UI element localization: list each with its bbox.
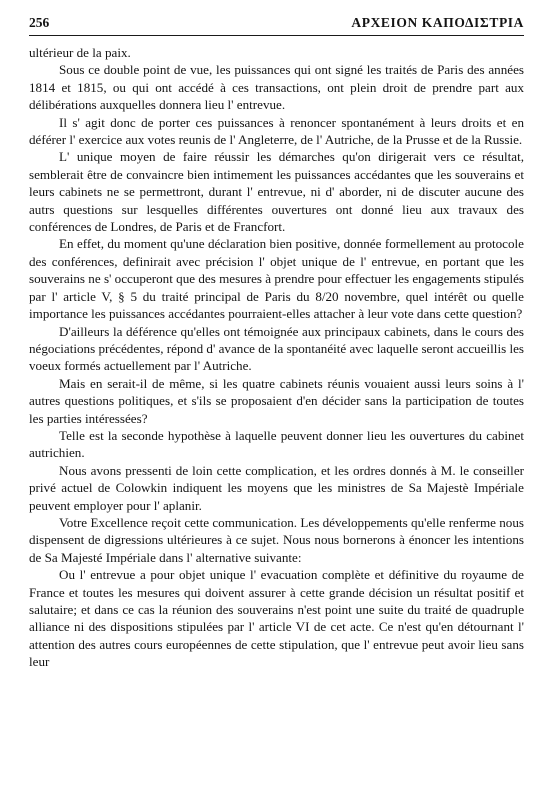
paragraph: Ou l' entrevue a pour objet unique l' evacuation complète et définitive du royaume de France et toutes les mesures qui doivent assurer à cette grande décision un résultat positif et salutaire; et dans ce cas la réunion des souverains n'est point une suite du traité de quadruple alliance ni des dispositions stipulées par l' article VI de cet acte. Ce n'est qu'en détournant l' attention des autres cours européennes de cette stipulation, que l' entrevue peut avoir lieu sans leur bbox=[29, 567, 524, 670]
paragraph: En effet, du moment qu'une déclaration bien positive, donnée formellement au protocole des conférences, definirait avec précision l' objet unique de l' entrevue, en portant que les souverains ne s' occuperont que des mesures à prendre pour effectuer les engagements stipulés par l' article V, § 5 du traité principal de Paris du 8/20 novembre, quel intérêt ou quelle importance les puissances accédantes pourraient-elles attacher à leur vote dans cette question? bbox=[29, 236, 524, 322]
paragraph-continuation: ultérieur de la paix. bbox=[29, 45, 131, 60]
paragraph: L' unique moyen de faire réussir les démarches qu'on dirigerait vers ce résultat, semblerait être de convaincre bien intimement les puissances accédantes que les souverains et leurs cabinets ne se permettront, durant l' entrevue, ni d' aborder, ni de discuter aucune des autrs questions sur lesquelles différentes ouvertures ont donné lieu aux travaux des conférences de Londres, de Paris et de Francfort. bbox=[29, 149, 524, 235]
paragraph: Nous avons pressenti de loin cette complication, et les ordres donnés à M. le conseiller privé actuel de Colowkin indiquent les moyens que les ministres de Sa Majestè Impériale peuvent employer pour l' aplanir. bbox=[29, 462, 524, 513]
journal-title: ΑΡΧΕΙΟΝ ΚΑΠΟΔΙΣΤΡΙΑ bbox=[351, 15, 524, 30]
page-number: 256 bbox=[29, 15, 50, 30]
paragraph: Votre Excellence reçoit cette communication. Les développements qu'elle renferme nous dispensent de digressions ultérieures à ce sujet. Nous nous bornerons à énoncer les intentions de Sa Majesté Impériale dans l' alternative suivante: bbox=[29, 514, 524, 565]
paragraph: Mais en serait-il de même, si les quatre cabinets réunis vouaient aussi leurs soins à l' autres questions politiques, et s'ils se proposaient d'en décider sans la participation de toutes les parties intéressées? bbox=[29, 375, 524, 426]
body-text bbox=[29, 44, 524, 671]
paragraph: D'ailleurs la déférence qu'elles ont témoignée aux principaux cabinets, dans le cours des négociations précédentes, répond d' avance de la spontanéité avec laquelle seront accueillis les voeux formés actuellement par l' Autriche. bbox=[29, 323, 524, 374]
paragraph: Telle est la seconde hypothèse à laquelle peuvent donner lieu les ouvertures du cabinet autrichien. bbox=[29, 427, 524, 461]
paragraph: Il s' agit donc de porter ces puissances à renoncer spontanément à leurs droits et en déférer l' exercice aux votes reunis de l' Angleterre, de l' Autriche, de la Prusse et de la Russie. bbox=[29, 114, 524, 148]
paragraph: Sous ce double point de vue, les puissances qui ont signé les traités de Paris des années 1814 et 1815, ou qui ont accédé à ces transactions, ont plein droit de prendre part aux délibérations auxquelles donnera lieu l' entrevue. bbox=[29, 62, 524, 113]
running-header bbox=[29, 13, 524, 36]
